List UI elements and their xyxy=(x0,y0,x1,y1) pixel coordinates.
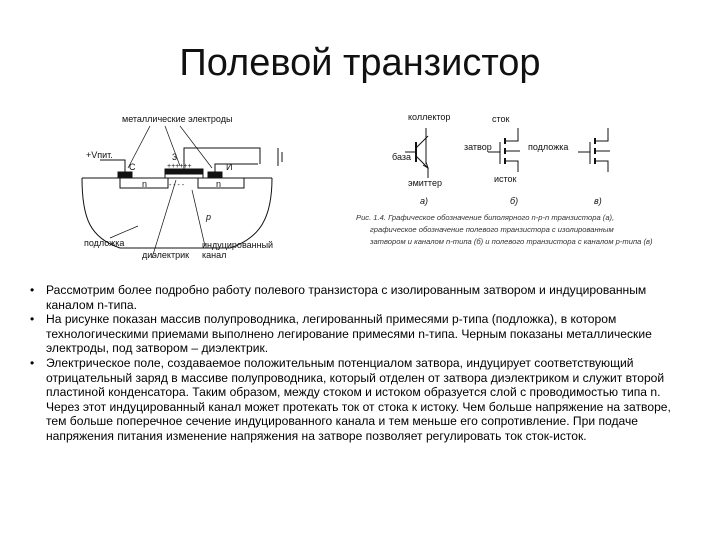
label-drain: сток xyxy=(492,114,510,124)
label-n-left: n xyxy=(142,179,148,189)
label-n-right: n xyxy=(216,179,222,189)
label-gate-number: 3 xyxy=(172,152,178,162)
label-c: в) xyxy=(594,196,602,206)
caption-line-2: графическое обозначение полевого транзистора с изолированным xyxy=(370,225,614,234)
transistor-symbols xyxy=(405,128,610,178)
slide-title: Полевой транзистор xyxy=(179,42,541,84)
label-emitter: эмиттер xyxy=(408,178,442,188)
label-a: а) xyxy=(420,196,429,206)
label-metal-electrodes: металлические электроды xyxy=(122,114,233,124)
label-plus-charges: ++++++ xyxy=(167,163,192,170)
label-dielectric: диэлектрик xyxy=(142,250,190,260)
label-collector: коллектор xyxy=(408,112,451,122)
bullet-list xyxy=(30,283,680,444)
label-drain-i: И xyxy=(226,162,233,172)
bullet-item: • Электрическое поле, создаваемое положительным потенциалом затвора, индуцирует соответствующий отрицательный заряд в массиве полупроводника, который отделен от затвора диэлектриком и служит второй пластиной конденсатора. Таким образом, между стоком и истоком образуется слой с проводимостью типа n. Через этот индуцированный канал может протекать ток от стока к истоку. Чем больше напряжение на затворе, тем больше поперечное сечение индуцированного канала и тем меньше его сопротивление. При подаче напряжения питания изменение напряжения на затворе позволяет регулировать ток сток-исток. xyxy=(30,356,680,444)
transistor-figure xyxy=(80,108,680,268)
caption-line-1: Рис. 1.4. Графическое обозначение биполярного n-p-n транзистора (а), xyxy=(356,213,615,222)
label-base: база xyxy=(392,152,411,162)
label-substrate: подложка xyxy=(84,238,125,248)
bullet-item: • На рисунке показан массив полупроводника, легированный примесями р-типа (подложка), в котором технологическими приемами выполнено легирование примесями n-типа. Черным показаны металлические электроды, под затвором – диэлектрик. xyxy=(30,312,680,356)
label-source-c: С xyxy=(129,162,136,172)
label-induced-channel-2: канал xyxy=(202,250,227,260)
label-vplus: +Vпит. xyxy=(86,150,113,160)
label-minus-charges: - - - - xyxy=(169,182,185,189)
caption-line-3: затвором и каналом n-типа (б) и полевого транзистора с каналом p-типа (в) xyxy=(370,237,653,246)
figure-caption xyxy=(356,213,653,246)
label-induced-channel-1: индуцированный xyxy=(202,240,274,250)
label-gate: затвор xyxy=(464,142,492,152)
label-fet-substrate: подложка xyxy=(528,142,569,152)
label-source: исток xyxy=(494,174,517,184)
label-b: б) xyxy=(510,196,519,206)
label-p-region: р xyxy=(206,212,212,222)
bullet-item: • Рассмотрим более подробно работу полевого транзистора с изолированным затвором и индуцированным каналом n-типа. xyxy=(30,283,680,312)
